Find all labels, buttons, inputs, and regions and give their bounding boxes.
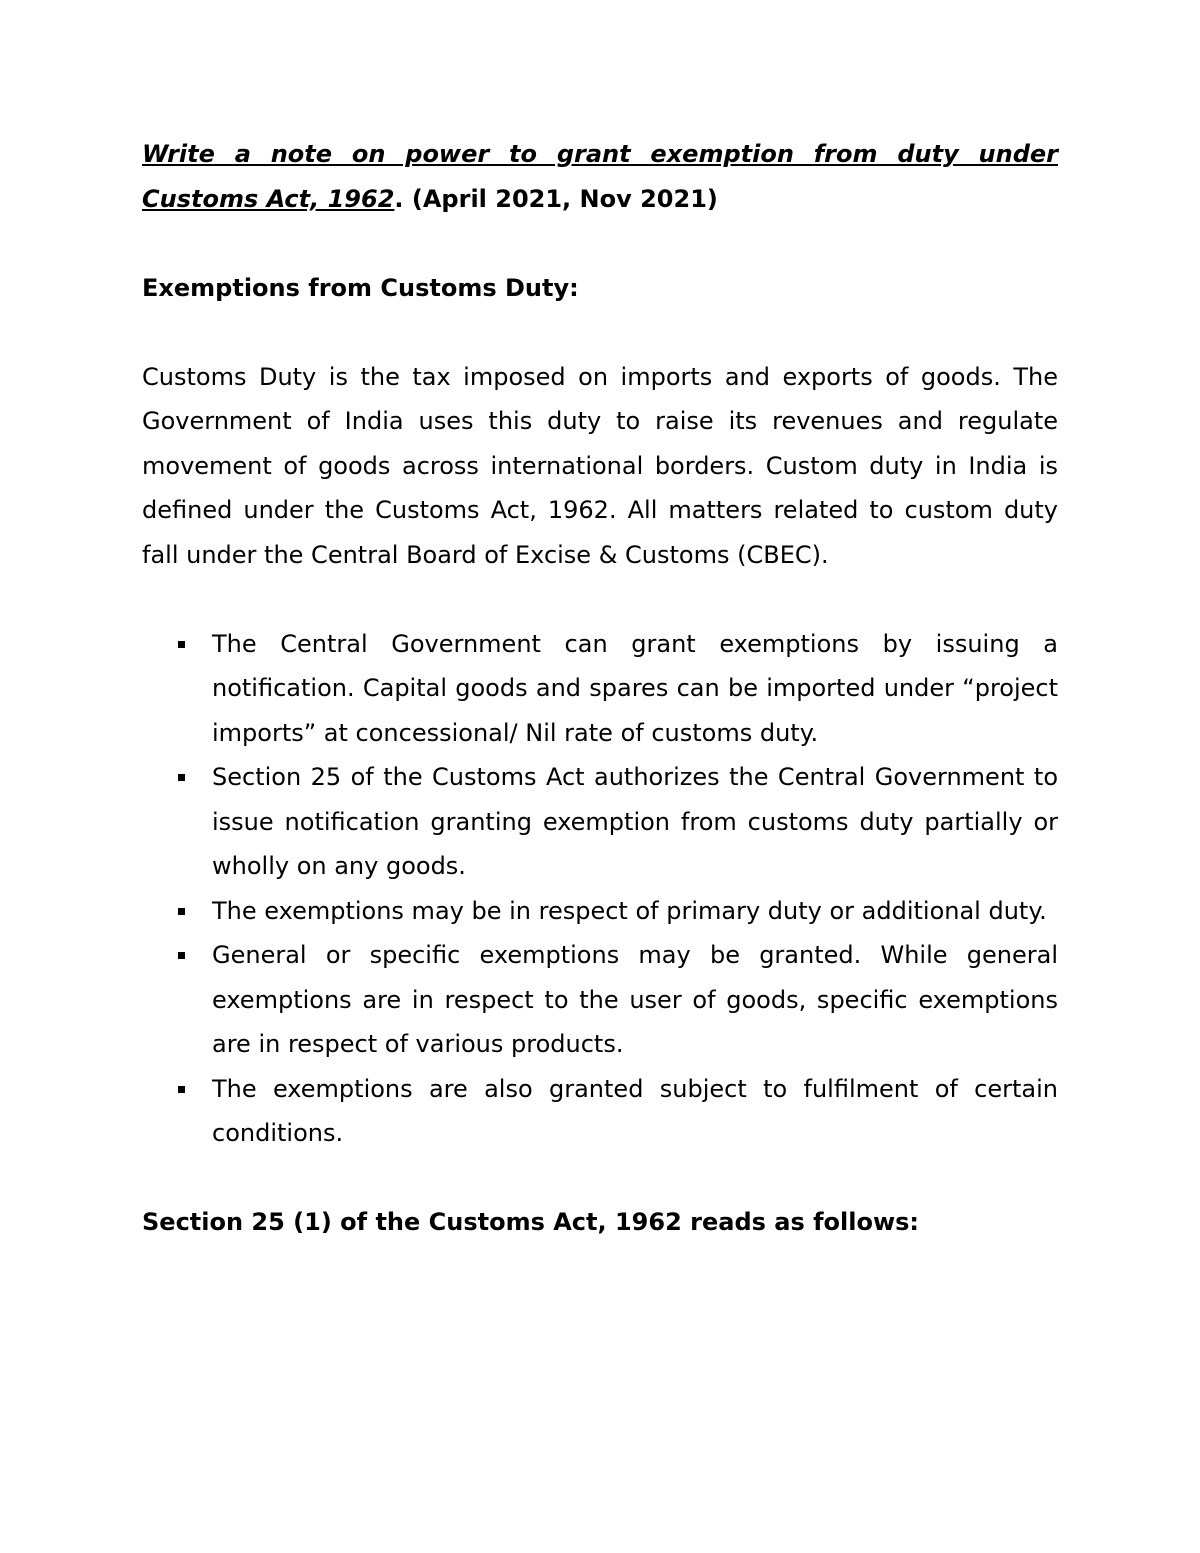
exemption-bullet-list (142, 622, 1058, 1156)
square-bullet-icon (178, 952, 185, 959)
list-item (142, 889, 1058, 934)
question-title-emphasis: Write a note on power to grant exemption from duty under Customs Act, 1962 (142, 140, 1058, 213)
section-25-heading: Section 25 (1) of the Customs Act, 1962 reads as follows: (142, 1208, 920, 1236)
list-item-text: The Central Government can grant exemptions by issuing a notification. Capital goods and spares can be imported under “project imports” at concessional/ Nil rate of customs duty. (212, 629, 1058, 747)
list-item (142, 622, 1058, 756)
list-item-text: The exemptions are also granted subject to fulfilment of certain conditions. (212, 1074, 1058, 1147)
list-item (142, 933, 1058, 1067)
list-item-text: The exemptions may be in respect of primary duty or additional duty. (212, 896, 1047, 925)
list-item-text: General or specific exemptions may be granted. While general exemptions are in respect to the user of goods, specific exemptions are in respect of various products. (212, 941, 1058, 1058)
document-page (142, 132, 1058, 1245)
list-item-text: Section 25 of the Customs Act authorizes the Central Government to issue notification granting exemption from customs duty partially or wholly on any goods. (212, 763, 1058, 880)
square-bullet-icon (178, 641, 185, 648)
section-heading-exemptions: Exemptions from Customs Duty: (142, 273, 579, 302)
list-item (142, 1067, 1058, 1156)
square-bullet-icon (178, 908, 185, 915)
square-bullet-icon (178, 774, 185, 781)
question-title (142, 132, 1058, 221)
square-bullet-icon (178, 1086, 185, 1093)
intro-paragraph: Customs Duty is the tax imposed on imports and exports of goods. The Government of India uses this duty to raise its revenues and regulate movement of goods across international borders. Custom duty in India is defined under the Customs Act, 1962. All matters related to custom duty fall under the Central Board of Excise & Customs (CBEC). (142, 362, 1058, 569)
list-item (142, 755, 1058, 889)
question-title-dates: . (April 2021, Nov 2021) (394, 184, 718, 213)
